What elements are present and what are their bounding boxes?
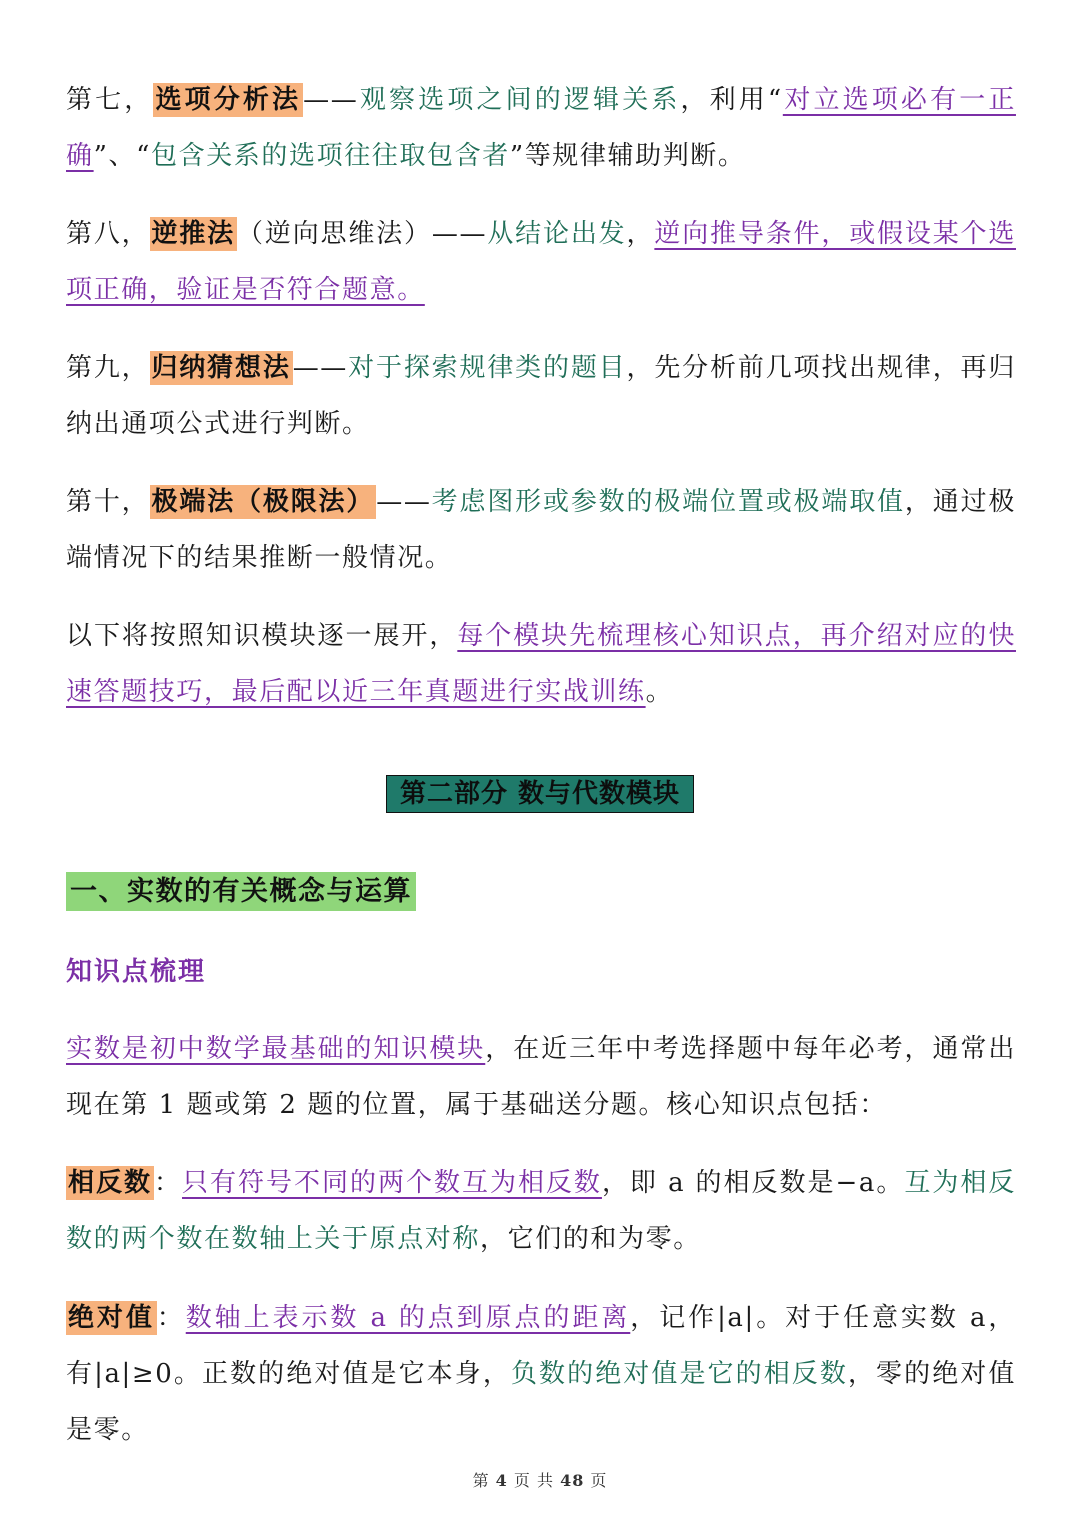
plain-text: ，通过极端情况下的结果推断一般情况。 xyxy=(66,487,1016,573)
paragraph-method-8 xyxy=(66,206,1016,318)
plain-text: ： xyxy=(156,1303,186,1333)
section-title: 第二部分 数与代数模块 xyxy=(386,775,694,813)
green-text: 包含关系的选项往往取包含者 xyxy=(151,141,510,171)
dash: —— xyxy=(292,353,348,383)
plain-text: ”等规律辅助判断。 xyxy=(509,141,746,171)
green-text: 对于探索规律类的题目 xyxy=(347,353,627,383)
plain-text: ， xyxy=(626,219,655,249)
footer-text: 页 共 xyxy=(507,1471,561,1490)
plain-text: 。 xyxy=(645,677,674,707)
method-term: 极端法（极限法） xyxy=(151,487,375,517)
method-number: 第十， xyxy=(66,487,150,517)
paragraph-opposite-numbers xyxy=(66,1155,1016,1267)
paragraph-method-9 xyxy=(66,340,1016,452)
paragraph-absolute-value xyxy=(66,1290,1016,1458)
underlined-text: 逆向推导条件，或假设某个选项正确，验证是否符合题意。 xyxy=(66,219,1016,305)
footer-text: 第 xyxy=(472,1471,496,1490)
concept-term: 相反数 xyxy=(68,1168,152,1198)
plain-text: ，即 a 的相反数是−a。 xyxy=(601,1168,905,1198)
dash: —— xyxy=(303,85,359,115)
subsection-heading-text: 一、实数的有关概念与运算 xyxy=(66,872,416,911)
dash: —— xyxy=(376,487,432,517)
paragraph-intro xyxy=(66,608,1016,720)
plain-text: ，利用“ xyxy=(680,85,783,115)
plain-text: ，先分析前几项找出规律，再归纳出通项公式进行判断。 xyxy=(66,353,1016,439)
green-text: 从结论出发 xyxy=(487,219,627,249)
plain-text: 以下将按照知识模块逐一展开， xyxy=(66,621,458,651)
plain-text: ，它们的和为零。 xyxy=(480,1224,701,1254)
plain-text: ，记作|a|。对于任意实数 a，有|a|≥0。正数的绝对值是它本身， xyxy=(66,1303,1016,1389)
dash: —— xyxy=(431,219,488,249)
knowledge-heading: 知识点梳理 xyxy=(66,957,207,987)
subsection-heading xyxy=(66,872,416,912)
page-footer xyxy=(0,1468,1080,1491)
paragraph-method-7 xyxy=(66,72,1016,184)
method-number: 第七， xyxy=(66,85,154,115)
method-term: 选项分析法 xyxy=(155,85,302,115)
underlined-text: 数轴上表示数 a 的点到原点的距离 xyxy=(185,1303,631,1333)
green-text: 观察选项之间的逻辑关系 xyxy=(358,85,681,115)
plain-text: ，零的绝对值是零。 xyxy=(66,1359,1016,1445)
method-term: 归纳猜想法 xyxy=(151,353,291,383)
underlined-text: 对立选项必有一正确 xyxy=(66,85,1016,171)
plain-text: （逆向思维法） xyxy=(237,219,432,249)
green-text: 负数的绝对值是它的相反数 xyxy=(510,1359,848,1389)
green-text: 考虑图形或参数的极端位置或极端取值 xyxy=(431,487,905,517)
plain-text: ： xyxy=(154,1168,182,1198)
paragraph-real-numbers xyxy=(66,1021,1016,1133)
underlined-text: 实数是初中数学最基础的知识模块 xyxy=(66,1034,486,1064)
total-pages: 48 xyxy=(560,1471,585,1490)
page-number: 4 xyxy=(495,1471,508,1490)
concept-term: 绝对值 xyxy=(68,1303,155,1333)
paragraph-method-10 xyxy=(66,474,1016,586)
method-number: 第九， xyxy=(66,353,150,383)
underlined-text: 每个模块先梳理核心知识点，再介绍对应的快速答题技巧，最后配以近三年真题进行实战训练 xyxy=(66,621,1016,707)
underlined-text: 只有符号不同的两个数互为相反数 xyxy=(182,1168,602,1198)
plain-text: ”、“ xyxy=(93,141,151,171)
method-term: 逆推法 xyxy=(151,219,236,249)
green-text: 互为相反数的两个数在数轴上关于原点对称 xyxy=(66,1168,1016,1254)
plain-text: ，在近三年中考选择题中每年必考，通常出现在第 1 题或第 2 题的位置，属于基础送分题。核心知识点包括： xyxy=(66,1034,1016,1120)
method-number: 第八， xyxy=(66,219,150,249)
footer-text: 页 xyxy=(584,1471,608,1490)
